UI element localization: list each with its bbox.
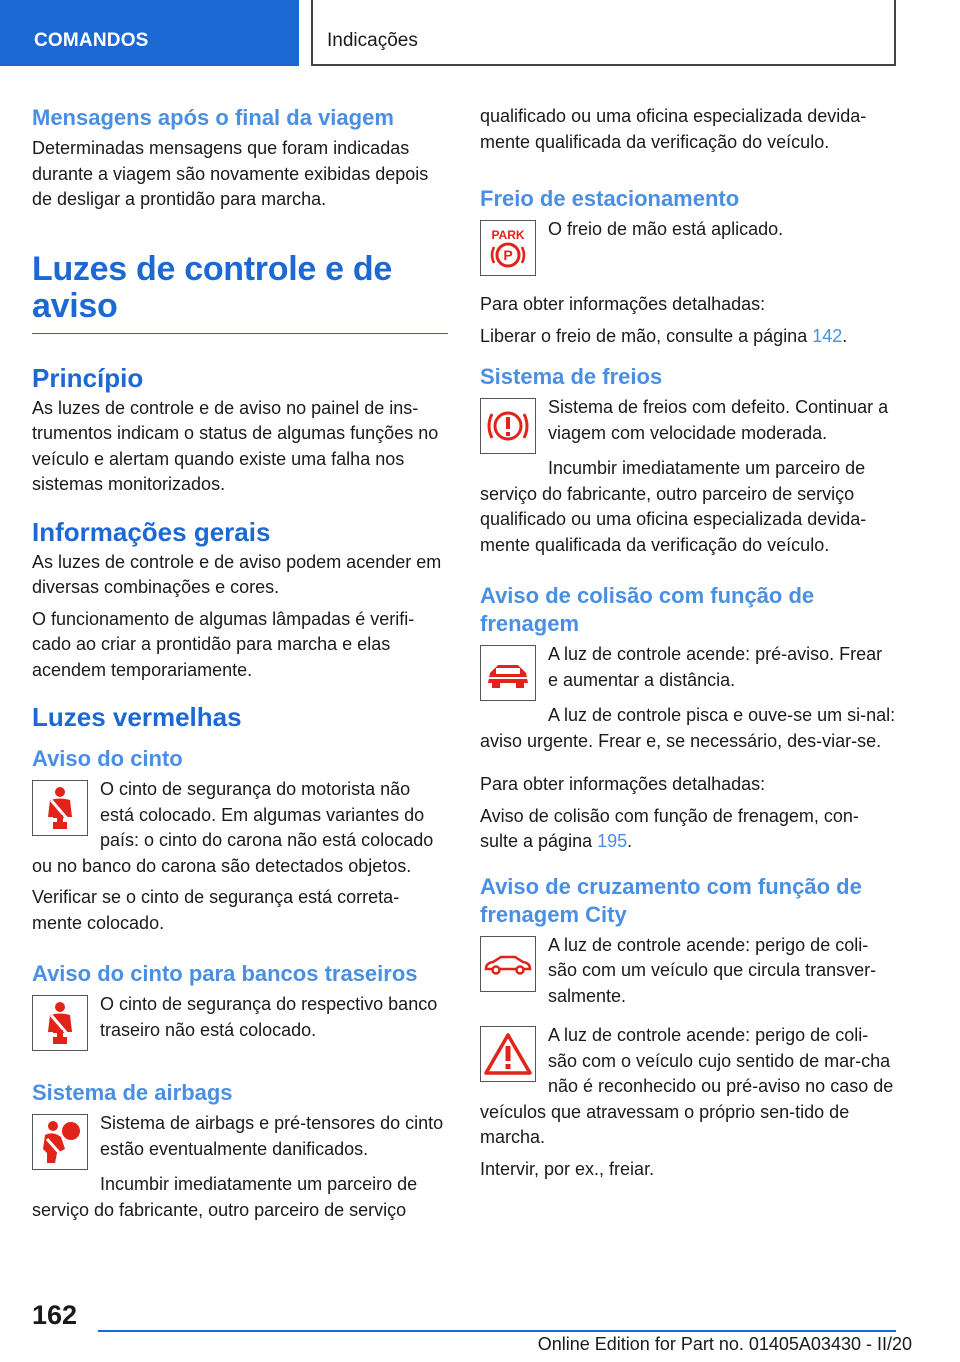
paragraph-airbag-2: Incumbir imediatamente um parceiro de serviço do fabricante, outro parceiro de serviço [32, 1174, 418, 1220]
paragraph-collision-2: A luz de controle pisca e ouve-se um si-nal: aviso urgente. Frear e, se necessário, des-viar-se. [480, 705, 896, 751]
paragraph-brake-2: Incumbir imediatamente um parceiro de serviço do fabricante, outro parceiro de serviço qualificado ou uma oficina especializada devida-mente qualificada da verificação do veículo. [480, 458, 867, 555]
brake-system-block [480, 395, 896, 458]
paragraph-cross-1: A luz de controle acende: perigo de coli-são com um veículo que circula transver-salmente. [548, 934, 877, 1006]
paragraph-messages: Determinadas mensagens que foram indicadas durante a viagem são novamente exibidas depois de desligar a prontidão para marcha. [32, 138, 429, 209]
paragraph-brake-1: Sistema de freios com defeito. Continuar a viagem com velocidade moderada. [548, 397, 889, 443]
paragraph-belt-1: O cinto de segurança do motorista não está colocado. Em algumas variantes do país: o cinto do carona não está colocado ou no banco do carona são detectados objetos. [32, 779, 434, 876]
heading-airbag: Sistema de airbags [32, 1080, 233, 1105]
edition-note: Online Edition for Part no. 01405A03430 - II/20 [537, 1334, 912, 1354]
rear-belt-block [32, 992, 448, 1055]
page-header [0, 0, 960, 66]
paragraph-park: O freio de mão está aplicado. [548, 219, 784, 239]
warning-triangle-icon [480, 1026, 536, 1082]
paragraph-belt-2: Verificar se o cinto de segurança está correta-mente colocado. [32, 887, 400, 933]
parking-brake-block [480, 217, 896, 280]
airbag-block [32, 1111, 448, 1174]
heading-general-info: Informações gerais [32, 516, 271, 547]
crossing-traffic-icon [480, 936, 536, 992]
heading-red-lights: Luzes vermelhas [32, 702, 242, 732]
heading-crossing-warning: Aviso de cruzamento com função de frenagem City [480, 873, 862, 927]
svg-text:P: P [503, 247, 513, 263]
section-title: COMANDOS [34, 30, 149, 51]
right-column [480, 104, 896, 1182]
page-link-195[interactable]: 195 [597, 831, 628, 851]
paragraph-collision-link: Aviso de colisão com função de frenagem, con-sulte a página 195. [480, 805, 859, 851]
heading-principle: Princípio [32, 362, 144, 393]
seatbelt-warning-icon [32, 780, 88, 836]
collision-link-text: Aviso de colisão com função de frenagem, con-sulte a página [480, 805, 859, 851]
rear-seatbelt-warning-icon [32, 995, 88, 1051]
paragraph-collision-info: Para obter informações detalhadas: [480, 774, 766, 794]
heading-brake-system: Sistema de freios [480, 364, 663, 389]
left-column [32, 104, 448, 1223]
brake-system-icon [480, 398, 536, 454]
park-link-text: Liberar o freio de mão, consulte a página [480, 325, 808, 346]
heading-messages-after-trip: Mensagens após o final da viagem [32, 105, 394, 130]
park-label: PARK [491, 228, 525, 242]
heading-belt-warning: Aviso do cinto [32, 746, 183, 771]
page-number: 162 [32, 1300, 78, 1330]
paragraph-principle: As luzes de controle e de aviso no painel de ins-trumentos indicam o status de algumas funções no veículo e alertam quando existe uma falha nos sistemas monitorizados. [32, 397, 439, 494]
paragraph-park-info: Para obter informações detalhadas: [480, 294, 766, 314]
belt-warning-block [32, 777, 448, 879]
crossing-warning-block [480, 933, 896, 1010]
heading-rear-belt: Aviso do cinto para bancos traseiros [32, 961, 418, 986]
paragraph-general-2: O funcionamento de algumas lâmpadas é verifi-cado ao criar a prontidão para marcha e elas acendem temporariamente. [32, 608, 415, 680]
paragraph-continued: qualificado ou uma oficina especializada devida-mente qualificada da verificação do veículo. [480, 106, 867, 152]
airbag-warning-icon [32, 1114, 88, 1170]
page-link-142[interactable]: 142 [812, 325, 843, 346]
paragraph-park-link: Liberar o freio de mão, consulte a página 142. [480, 325, 848, 346]
heading-parking-brake: Freio de estacionamento [480, 186, 740, 211]
paragraph-airbag-1: Sistema de airbags e pré-tensores do cinto estão eventualmente danificados. [100, 1113, 444, 1159]
paragraph-cross-2: A luz de controle acende: perigo de coli-são com o veículo cujo sentido de mar-cha não é reconhecido ou pré-aviso no caso de veículos que atravessam o próprio sen-tido de marcha. [480, 1025, 894, 1147]
parking-brake-icon [480, 220, 536, 276]
footer-rule [98, 1330, 896, 1332]
paragraph-general-1: As luzes de controle e de aviso podem acender em diversas combinações e cores. [32, 551, 442, 597]
collision-warning-block [480, 642, 896, 705]
collision-warning-icon [480, 645, 536, 701]
paragraph-cross-3: Intervir, por ex., freiar. [480, 1158, 655, 1179]
danger-block [480, 1023, 896, 1151]
paragraph-collision-1: A luz de controle acende: pré-aviso. Frear e aumentar a distância. [548, 644, 883, 690]
chapter-heading: Luzes de controle e de aviso [32, 251, 448, 334]
heading-collision-warning: Aviso de colisão com função de frenagem [480, 583, 815, 636]
chapter-title: Indicações [327, 30, 418, 51]
paragraph-rear-belt: O cinto de segurança do respectivo banco traseiro não está colocado. [100, 994, 438, 1040]
